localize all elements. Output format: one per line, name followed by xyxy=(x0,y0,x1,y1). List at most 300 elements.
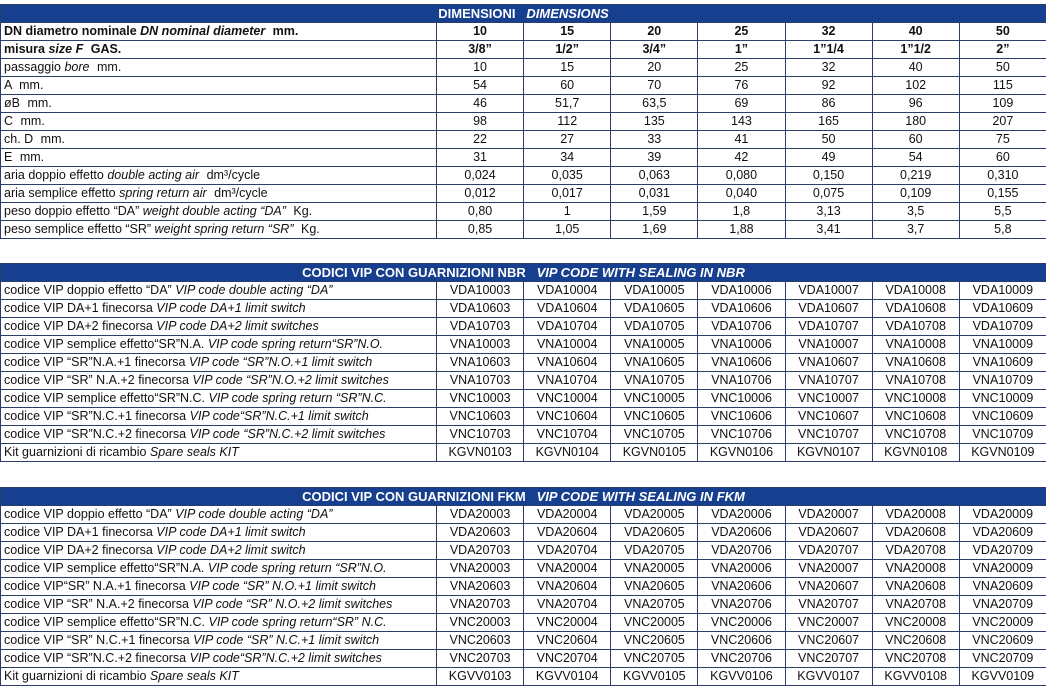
table-cell: VNA20003 xyxy=(437,560,524,578)
table-cell: VNA20009 xyxy=(959,560,1046,578)
table-cell: VNC20708 xyxy=(872,650,959,668)
table-cell: 49 xyxy=(785,149,872,167)
table-cell: VNC10607 xyxy=(785,408,872,426)
table-cell: 0,080 xyxy=(698,167,785,185)
row-label xyxy=(1,596,437,614)
label-en: DN nominal diameter xyxy=(140,24,266,38)
label-en: VIP code “SR”N.O.+2 limit switches xyxy=(192,373,389,387)
table-cell: VNC20709 xyxy=(959,650,1046,668)
nbr-codes-table xyxy=(0,263,1046,462)
table-cell: VNA10703 xyxy=(437,372,524,390)
table-cell: VNA10707 xyxy=(785,372,872,390)
table-row xyxy=(1,23,1046,41)
table-cell: VNA20709 xyxy=(959,596,1046,614)
row-label xyxy=(1,131,437,149)
table-cell: VNA20007 xyxy=(785,560,872,578)
table-cell: VDA10009 xyxy=(959,282,1046,300)
table-cell: VDA20608 xyxy=(872,524,959,542)
label-en: VIP code double acting “DA” xyxy=(175,507,333,521)
table-cell: VNC10605 xyxy=(611,408,698,426)
label-en: double acting air xyxy=(107,168,200,182)
table-cell: VNC20707 xyxy=(785,650,872,668)
table-cell: VDA20009 xyxy=(959,506,1046,524)
table-cell: VNA20008 xyxy=(872,560,959,578)
dimensions-table xyxy=(0,4,1046,239)
unit: mm. xyxy=(19,150,45,164)
row-label xyxy=(1,524,437,542)
label-it: codice VIP “SR” N.C.+1 finecorsa xyxy=(4,633,190,647)
table-cell: VDA10006 xyxy=(698,282,785,300)
table-cell: 0,040 xyxy=(698,185,785,203)
row-label xyxy=(1,203,437,221)
label-it: A xyxy=(4,78,12,92)
label-it: codice VIP “SR”N.C.+2 finecorsa xyxy=(4,651,187,665)
table-cell: VDA10604 xyxy=(524,300,611,318)
table-cell: VNC10005 xyxy=(611,390,698,408)
table-cell: 60 xyxy=(524,77,611,95)
table-cell: VNA20704 xyxy=(524,596,611,614)
table-cell: KGVV0105 xyxy=(611,668,698,686)
label-it: aria semplice effetto xyxy=(4,186,116,200)
table-cell: VDA10605 xyxy=(611,300,698,318)
row-label xyxy=(1,300,437,318)
table-cell: VDA20604 xyxy=(524,524,611,542)
table-cell: VNC20703 xyxy=(437,650,524,668)
label-en: VIP code “SR” N.C.+1 limit switch xyxy=(193,633,380,647)
table-cell: 1,69 xyxy=(611,221,698,239)
label-en: VIP code DA+1 limit switch xyxy=(156,301,306,315)
table-cell: VNC10003 xyxy=(437,390,524,408)
table-cell: 3/8” xyxy=(437,41,524,59)
table-row xyxy=(1,113,1046,131)
table-cell: VDA10608 xyxy=(872,300,959,318)
table-cell: 1”1/4 xyxy=(785,41,872,59)
table-cell: VNA20006 xyxy=(698,560,785,578)
table-row xyxy=(1,408,1046,426)
table-cell: 3,7 xyxy=(872,221,959,239)
table-cell: 63,5 xyxy=(611,95,698,113)
table-cell: KGVV0109 xyxy=(959,668,1046,686)
row-label xyxy=(1,336,437,354)
table-cell: 32 xyxy=(785,59,872,77)
table-cell: VNA20604 xyxy=(524,578,611,596)
table-cell: 27 xyxy=(524,131,611,149)
table-cell: KGVN0104 xyxy=(524,444,611,462)
fkm-header: CODICI VIP CON GUARNIZIONI FKM VIP CODE WITH SEALING IN FKM xyxy=(1,488,1046,506)
table-cell: VNC10704 xyxy=(524,426,611,444)
table-cell: 54 xyxy=(437,77,524,95)
table-cell: VDA10004 xyxy=(524,282,611,300)
row-label xyxy=(1,282,437,300)
table-row xyxy=(1,185,1046,203)
unit: dm³/cycle xyxy=(206,168,261,182)
label-it: codice VIP DA+1 finecorsa xyxy=(4,301,153,315)
label-it: codice VIP“SR” N.A.+1 finecorsa xyxy=(4,579,186,593)
table-cell: 50 xyxy=(785,131,872,149)
table-cell: KGVV0107 xyxy=(785,668,872,686)
unit: mm. xyxy=(97,60,122,74)
table-cell: 25 xyxy=(698,23,785,41)
table-cell: VDA10609 xyxy=(959,300,1046,318)
table-cell: VDA20606 xyxy=(698,524,785,542)
label-en: VIP code“SR”N.C.+2 limit switches xyxy=(189,651,382,665)
table-cell: 0,310 xyxy=(959,167,1046,185)
table-cell: 135 xyxy=(611,113,698,131)
table-cell: VNA10008 xyxy=(872,336,959,354)
table-cell: 98 xyxy=(437,113,524,131)
table-cell: KGVN0108 xyxy=(872,444,959,462)
table-cell: 1,05 xyxy=(524,221,611,239)
table-cell: VNC20006 xyxy=(698,614,785,632)
label-en: VIP code DA+2 limit switches xyxy=(156,319,319,333)
table-cell: VNC20609 xyxy=(959,632,1046,650)
row-label xyxy=(1,221,437,239)
row-label xyxy=(1,506,437,524)
label-en: VIP code spring return “SR”N.C. xyxy=(208,391,387,405)
table-cell: VDA10606 xyxy=(698,300,785,318)
table-cell: 0,85 xyxy=(437,221,524,239)
table-cell: 3/4” xyxy=(611,41,698,59)
table-cell: VNA20605 xyxy=(611,578,698,596)
dimensions-header: DIMENSIONI DIMENSIONS xyxy=(1,5,1046,23)
label-it: codice VIP doppio effetto “DA” xyxy=(4,283,172,297)
table-cell: 42 xyxy=(698,149,785,167)
table-cell: 20 xyxy=(611,59,698,77)
table-row xyxy=(1,444,1046,462)
table-cell: 109 xyxy=(959,95,1046,113)
table-cell: VDA10705 xyxy=(611,318,698,336)
table-row xyxy=(1,614,1046,632)
table-cell: VDA20704 xyxy=(524,542,611,560)
table-cell: VNA10005 xyxy=(611,336,698,354)
table-cell: VNC20603 xyxy=(437,632,524,650)
row-label xyxy=(1,560,437,578)
table-cell: VDA20605 xyxy=(611,524,698,542)
label-en: bore xyxy=(64,60,90,74)
table-cell: VNA10603 xyxy=(437,354,524,372)
table-cell: 0,063 xyxy=(611,167,698,185)
label-en: VIP code DA+2 limit switch xyxy=(156,543,306,557)
table-cell: VNA20609 xyxy=(959,578,1046,596)
table-cell: VNA10009 xyxy=(959,336,1046,354)
table-row xyxy=(1,77,1046,95)
table-cell: 165 xyxy=(785,113,872,131)
table-cell: 1”1/2 xyxy=(872,41,959,59)
table-cell: VNC10706 xyxy=(698,426,785,444)
table-row xyxy=(1,542,1046,560)
table-cell: KGVV0104 xyxy=(524,668,611,686)
table-cell: VNA20005 xyxy=(611,560,698,578)
table-row xyxy=(1,131,1046,149)
row-label xyxy=(1,318,437,336)
table-cell: 0,024 xyxy=(437,167,524,185)
table-cell: VDA20003 xyxy=(437,506,524,524)
row-label xyxy=(1,95,437,113)
label-en: spring return air xyxy=(119,186,207,200)
table-cell: 0,80 xyxy=(437,203,524,221)
table-cell: VNC10608 xyxy=(872,408,959,426)
table-row xyxy=(1,390,1046,408)
table-cell: VNC10705 xyxy=(611,426,698,444)
table-row xyxy=(1,318,1046,336)
label-it: codice VIP DA+2 finecorsa xyxy=(4,543,153,557)
table-cell: VNA10604 xyxy=(524,354,611,372)
table-cell: 33 xyxy=(611,131,698,149)
table-cell: 40 xyxy=(872,59,959,77)
table-cell: 5,8 xyxy=(959,221,1046,239)
table-row xyxy=(1,41,1046,59)
label-it: codice VIP “SR” N.A.+2 finecorsa xyxy=(4,373,189,387)
table-cell: VDA20004 xyxy=(524,506,611,524)
table-cell: VDA20703 xyxy=(437,542,524,560)
label-en: weight spring return “SR” xyxy=(154,222,294,236)
table-cell: 34 xyxy=(524,149,611,167)
table-row xyxy=(1,149,1046,167)
table-cell: 15 xyxy=(524,23,611,41)
row-label xyxy=(1,23,437,41)
table-cell: VNC10606 xyxy=(698,408,785,426)
table-cell: 15 xyxy=(524,59,611,77)
table-cell: 112 xyxy=(524,113,611,131)
table-cell: 96 xyxy=(872,95,959,113)
row-label xyxy=(1,185,437,203)
table-cell: VNC20605 xyxy=(611,632,698,650)
table-cell: KGVN0107 xyxy=(785,444,872,462)
table-cell: VNC20705 xyxy=(611,650,698,668)
table-cell: 1 xyxy=(524,203,611,221)
table-row xyxy=(1,167,1046,185)
table-cell: VDA20708 xyxy=(872,542,959,560)
label-en: weight double acting “DA” xyxy=(142,204,286,218)
unit: dm³/cycle xyxy=(214,186,268,200)
table-cell: 50 xyxy=(959,59,1046,77)
table-cell: VNC10008 xyxy=(872,390,959,408)
row-label xyxy=(1,59,437,77)
row-label xyxy=(1,614,437,632)
table-cell: VNC10707 xyxy=(785,426,872,444)
table-cell: VNA20707 xyxy=(785,596,872,614)
table-cell: VNC20706 xyxy=(698,650,785,668)
table-cell: VDA10708 xyxy=(872,318,959,336)
table-cell: VDA20006 xyxy=(698,506,785,524)
label-it: codice VIP semplice effetto“SR”N.C. xyxy=(4,615,206,629)
label-en: VIP code spring return“SR” N.C. xyxy=(208,615,387,629)
row-label xyxy=(1,149,437,167)
table-cell: VNC20004 xyxy=(524,614,611,632)
unit: mm. xyxy=(20,114,45,128)
table-cell: 70 xyxy=(611,77,698,95)
label-it: passaggio xyxy=(4,60,61,74)
table-cell: 39 xyxy=(611,149,698,167)
row-label xyxy=(1,408,437,426)
row-label xyxy=(1,113,437,131)
table-cell: VNA10706 xyxy=(698,372,785,390)
label-it: peso doppio effetto “DA” xyxy=(4,204,140,218)
table-cell: 0,109 xyxy=(872,185,959,203)
table-cell: 1” xyxy=(698,41,785,59)
table-cell: 115 xyxy=(959,77,1046,95)
table-cell: VNA10007 xyxy=(785,336,872,354)
label-en: Spare seals KIT xyxy=(149,669,239,683)
label-en: VIP code“SR”N.C.+1 limit switch xyxy=(189,409,369,423)
label-it: codice VIP DA+1 finecorsa xyxy=(4,525,153,539)
table-cell: 20 xyxy=(611,23,698,41)
table-row xyxy=(1,596,1046,614)
table-cell: 40 xyxy=(872,23,959,41)
table-cell: VNA10705 xyxy=(611,372,698,390)
table-cell: VNA20706 xyxy=(698,596,785,614)
table-cell: VNA20708 xyxy=(872,596,959,614)
table-cell: 54 xyxy=(872,149,959,167)
table-cell: 0,075 xyxy=(785,185,872,203)
table-cell: VDA10704 xyxy=(524,318,611,336)
table-cell: 0,155 xyxy=(959,185,1046,203)
row-label xyxy=(1,354,437,372)
table-row xyxy=(1,560,1046,578)
table-cell: VNA10704 xyxy=(524,372,611,390)
table-cell: KGVN0105 xyxy=(611,444,698,462)
fkm-body xyxy=(1,506,1046,686)
dimensions-body xyxy=(1,23,1046,239)
label-it: Kit guarnizioni di ricambio xyxy=(4,445,147,459)
row-label xyxy=(1,632,437,650)
table-cell: VDA10005 xyxy=(611,282,698,300)
row-label xyxy=(1,444,437,462)
label-it: codice VIP semplice effetto“SR”N.A. xyxy=(4,337,205,351)
table-cell: VDA20706 xyxy=(698,542,785,560)
unit: Kg. xyxy=(293,204,313,218)
label-en: size F xyxy=(48,42,84,56)
label-it: codice VIP “SR”N.C.+1 finecorsa xyxy=(4,409,187,423)
table-cell: VDA10709 xyxy=(959,318,1046,336)
table-row xyxy=(1,524,1046,542)
table-cell: 76 xyxy=(698,77,785,95)
unit: mm. xyxy=(19,78,44,92)
table-cell: 10 xyxy=(437,23,524,41)
table-cell: KGVN0109 xyxy=(959,444,1046,462)
row-label xyxy=(1,77,437,95)
table-cell: 0,017 xyxy=(524,185,611,203)
table-cell: 25 xyxy=(698,59,785,77)
table-cell: VNA10608 xyxy=(872,354,959,372)
table-cell: VDA20609 xyxy=(959,524,1046,542)
table-cell: 51,7 xyxy=(524,95,611,113)
label-en: VIP code spring return “SR”N.O. xyxy=(207,561,387,575)
fkm-codes-table xyxy=(0,487,1046,686)
table-cell: KGVN0106 xyxy=(698,444,785,462)
table-row xyxy=(1,336,1046,354)
table-cell: VDA10707 xyxy=(785,318,872,336)
table-cell: VNA10605 xyxy=(611,354,698,372)
table-cell: 3,13 xyxy=(785,203,872,221)
table-cell: 10 xyxy=(437,59,524,77)
table-cell: VNC20608 xyxy=(872,632,959,650)
table-cell: VNC20005 xyxy=(611,614,698,632)
table-cell: 0,219 xyxy=(872,167,959,185)
table-cell: VNA20607 xyxy=(785,578,872,596)
label-it: codice VIP doppio effetto “DA” xyxy=(4,507,172,521)
table-cell: VDA10003 xyxy=(437,282,524,300)
table-cell: 5,5 xyxy=(959,203,1046,221)
table-cell: 75 xyxy=(959,131,1046,149)
unit: GAS. xyxy=(90,42,122,56)
table-cell: VDA20705 xyxy=(611,542,698,560)
table-cell: 31 xyxy=(437,149,524,167)
table-cell: KGVV0108 xyxy=(872,668,959,686)
table-cell: 60 xyxy=(872,131,959,149)
table-cell: VDA20008 xyxy=(872,506,959,524)
table-cell: VNA10003 xyxy=(437,336,524,354)
unit: Kg. xyxy=(300,222,320,236)
table-cell: VDA20709 xyxy=(959,542,1046,560)
table-cell: KGVN0103 xyxy=(437,444,524,462)
table-cell: VDA10703 xyxy=(437,318,524,336)
table-row xyxy=(1,668,1046,686)
table-cell: VDA20603 xyxy=(437,524,524,542)
label-it: misura xyxy=(4,42,45,56)
table-cell: VNC20704 xyxy=(524,650,611,668)
table-cell: 0,031 xyxy=(611,185,698,203)
row-label xyxy=(1,41,437,59)
table-cell: 3,5 xyxy=(872,203,959,221)
table-cell: VDA10007 xyxy=(785,282,872,300)
table-cell: VNC20606 xyxy=(698,632,785,650)
table-cell: 22 xyxy=(437,131,524,149)
table-cell: 1,8 xyxy=(698,203,785,221)
table-cell: VNA20703 xyxy=(437,596,524,614)
table-cell: KGVV0103 xyxy=(437,668,524,686)
table-row xyxy=(1,632,1046,650)
table-cell: 0,150 xyxy=(785,167,872,185)
table-cell: VNC20009 xyxy=(959,614,1046,632)
label-en: VIP code double acting “DA” xyxy=(175,283,333,297)
table-cell: 86 xyxy=(785,95,872,113)
table-cell: 143 xyxy=(698,113,785,131)
table-cell: VNC10006 xyxy=(698,390,785,408)
table-row xyxy=(1,506,1046,524)
table-cell: VDA20707 xyxy=(785,542,872,560)
label-en: VIP code “SR”N.C.+2 limit switches xyxy=(189,427,386,441)
table-cell: 0,012 xyxy=(437,185,524,203)
table-row xyxy=(1,59,1046,77)
table-row xyxy=(1,221,1046,239)
table-cell: VNA20603 xyxy=(437,578,524,596)
table-cell: VDA10008 xyxy=(872,282,959,300)
label-it: peso semplice effetto “SR” xyxy=(4,222,152,236)
table-cell: 46 xyxy=(437,95,524,113)
table-cell: VNC20007 xyxy=(785,614,872,632)
table-row xyxy=(1,95,1046,113)
table-row xyxy=(1,372,1046,390)
table-row xyxy=(1,300,1046,318)
table-cell: VNC10708 xyxy=(872,426,959,444)
table-cell: VNC10009 xyxy=(959,390,1046,408)
label-it: codice VIP semplice effetto“SR”N.C. xyxy=(4,391,206,405)
table-cell: VNC20607 xyxy=(785,632,872,650)
label-it: codice VIP DA+2 finecorsa xyxy=(4,319,153,333)
table-cell: VNC20604 xyxy=(524,632,611,650)
row-label xyxy=(1,650,437,668)
table-cell: VNC20003 xyxy=(437,614,524,632)
table-cell: 60 xyxy=(959,149,1046,167)
label-it: codice VIP “SR”N.A.+1 finecorsa xyxy=(4,355,186,369)
table-cell: VDA20005 xyxy=(611,506,698,524)
nbr-body xyxy=(1,282,1046,462)
label-it: E xyxy=(4,150,13,164)
table-cell: KGVV0106 xyxy=(698,668,785,686)
table-cell: VNA10607 xyxy=(785,354,872,372)
table-cell: VDA20007 xyxy=(785,506,872,524)
